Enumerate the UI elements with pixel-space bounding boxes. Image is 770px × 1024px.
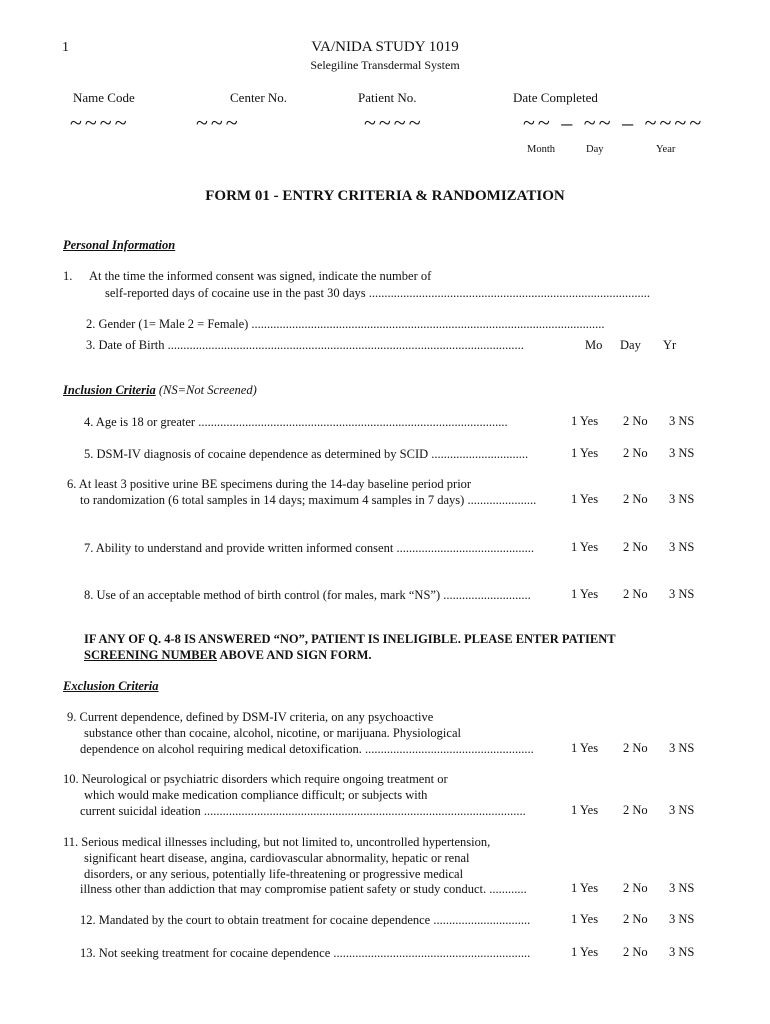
- q3-yr-label: Yr: [663, 338, 677, 352]
- q9-ns[interactable]: 3 NS: [669, 741, 695, 755]
- q8-ns[interactable]: 3 NS: [669, 587, 695, 601]
- q5-text: 5. DSM-IV diagnosis of cocaine dependence as determined by SCID ...............................: [84, 447, 529, 461]
- q8-text: 8. Use of an acceptable method of birth control (for males, mark “NS”) ............................: [84, 588, 531, 602]
- q13-yes[interactable]: 1 Yes: [571, 945, 599, 959]
- screening-number-underlined: SCREENING NUMBER: [84, 648, 218, 662]
- q6-ns[interactable]: 3 NS: [669, 492, 695, 506]
- q6-no[interactable]: 2 No: [623, 492, 648, 506]
- q7-ns[interactable]: 3 NS: [669, 540, 695, 554]
- center-no-field[interactable]: ~~~: [196, 110, 241, 135]
- q12-text: 12. Mandated by the court to obtain treatment for cocaine dependence ...............................: [80, 913, 531, 927]
- q7-yes[interactable]: 1 Yes: [571, 540, 599, 554]
- patient-no-field[interactable]: ~~~~: [364, 110, 424, 135]
- page-number: 1: [62, 40, 69, 55]
- q3-date-of-birth[interactable]: 3. Date of Birth ..................................................................................................................: [86, 338, 524, 352]
- inclusion-criteria-heading: Inclusion Criteria: [63, 383, 156, 397]
- q9-no[interactable]: 2 No: [623, 741, 648, 755]
- q9-line1: 9. Current dependence, defined by DSM-IV criteria, on any psychoactive: [67, 710, 434, 724]
- day-label: Day: [586, 144, 604, 155]
- q3-mo-label: Mo: [585, 338, 603, 352]
- q6-yes[interactable]: 1 Yes: [571, 492, 599, 506]
- q12-no[interactable]: 2 No: [623, 912, 648, 926]
- name-code-field[interactable]: ~~~~: [70, 110, 130, 135]
- q4-text: 4. Age is 18 or greater ...................................................................................................: [84, 415, 508, 429]
- q11-no[interactable]: 2 No: [623, 881, 648, 895]
- warning-line1: IF ANY OF Q. 4-8 IS ANSWERED “NO”, PATIENT IS INELIGIBLE. PLEASE ENTER PATIENT: [84, 632, 616, 646]
- q5-no[interactable]: 2 No: [623, 446, 648, 460]
- q2-gender[interactable]: 2. Gender (1= Male 2 = Female) .................................................................................................................: [86, 317, 605, 331]
- q4-yes[interactable]: 1 Yes: [571, 414, 599, 428]
- study-title: VA/NIDA STUDY 1019: [311, 39, 459, 55]
- date-completed-field[interactable]: ~~ – ~~ – ~~~~: [523, 110, 705, 135]
- center-no-label: Center No.: [230, 90, 288, 105]
- q10-text: current suicidal ideation .......................................................................................................: [80, 804, 526, 818]
- ineligibility-warning: [84, 631, 616, 663]
- name-code-label: Name Code: [73, 90, 135, 105]
- q11-line1: 11. Serious medical illnesses including, but not limited to, uncontrolled hypertension,: [63, 835, 491, 849]
- q10-ns[interactable]: 3 NS: [669, 803, 695, 817]
- q6-line1: 6. At least 3 positive urine BE specimens during the 14-day baseline period prior: [67, 477, 472, 491]
- q9-line2: substance other than cocaine, alcohol, nicotine, or marijuana. Physiological: [84, 726, 461, 740]
- q11-text: illness other than addiction that may compromise patient safety or study conduct. ............: [80, 882, 527, 896]
- q11-ns[interactable]: 3 NS: [669, 881, 695, 895]
- q1-line1: At the time the informed consent was signed, indicate the number of: [89, 269, 432, 283]
- q6-text: to randomization (6 total samples in 14 days; maximum 4 samples in 7 days) ......................: [80, 493, 537, 507]
- warning-line2-rest: ABOVE AND SIGN FORM.: [217, 648, 372, 662]
- q4-no[interactable]: 2 No: [623, 414, 648, 428]
- q11-line2: significant heart disease, angina, cardiovascular abnormality, hepatic or renal: [84, 851, 470, 865]
- q9-yes[interactable]: 1 Yes: [571, 741, 599, 755]
- personal-information-heading: Personal Information: [63, 238, 176, 252]
- date-completed-label: Date Completed: [513, 90, 598, 105]
- study-subtitle: Selegiline Transdermal System: [310, 58, 460, 72]
- warning-line2: [84, 647, 616, 663]
- q7-no[interactable]: 2 No: [623, 540, 648, 554]
- q13-ns[interactable]: 3 NS: [669, 945, 695, 959]
- q13-text: 13. Not seeking treatment for cocaine dependence ...............................................................: [80, 946, 531, 960]
- q12-yes[interactable]: 1 Yes: [571, 912, 599, 926]
- q8-yes[interactable]: 1 Yes: [571, 587, 599, 601]
- q13-no[interactable]: 2 No: [623, 945, 648, 959]
- month-label: Month: [527, 144, 556, 155]
- q4-ns[interactable]: 3 NS: [669, 414, 695, 428]
- q9-text: dependence on alcohol requiring medical detoxification. ......................................................: [80, 742, 534, 756]
- q10-no[interactable]: 2 No: [623, 803, 648, 817]
- q11-yes[interactable]: 1 Yes: [571, 881, 599, 895]
- form-title: FORM 01 - ENTRY CRITERIA & RANDOMIZATION: [205, 188, 565, 204]
- q1-number: 1.: [63, 269, 73, 283]
- inclusion-heading-row: [63, 383, 257, 398]
- q1-line2[interactable]: self-reported days of cocaine use in the past 30 days ..........................................................................................: [105, 286, 651, 300]
- q10-line1: 10. Neurological or psychiatric disorders which require ongoing treatment or: [63, 772, 448, 786]
- q10-yes[interactable]: 1 Yes: [571, 803, 599, 817]
- q11-line3: disorders, or any serious, potentially life-threatening or progressive medical: [84, 867, 464, 881]
- year-label: Year: [656, 144, 676, 155]
- q8-no[interactable]: 2 No: [623, 587, 648, 601]
- q10-line2: which would make medication compliance difficult; or subjects with: [84, 788, 428, 802]
- q7-text: 7. Ability to understand and provide written informed consent ............................................: [84, 541, 534, 555]
- q5-ns[interactable]: 3 NS: [669, 446, 695, 460]
- exclusion-criteria-heading: Exclusion Criteria: [63, 679, 159, 693]
- patient-no-label: Patient No.: [358, 90, 417, 105]
- inclusion-note: (NS=Not Screened): [158, 383, 257, 397]
- q3-day-label: Day: [620, 338, 641, 352]
- q5-yes[interactable]: 1 Yes: [571, 446, 599, 460]
- q12-ns[interactable]: 3 NS: [669, 912, 695, 926]
